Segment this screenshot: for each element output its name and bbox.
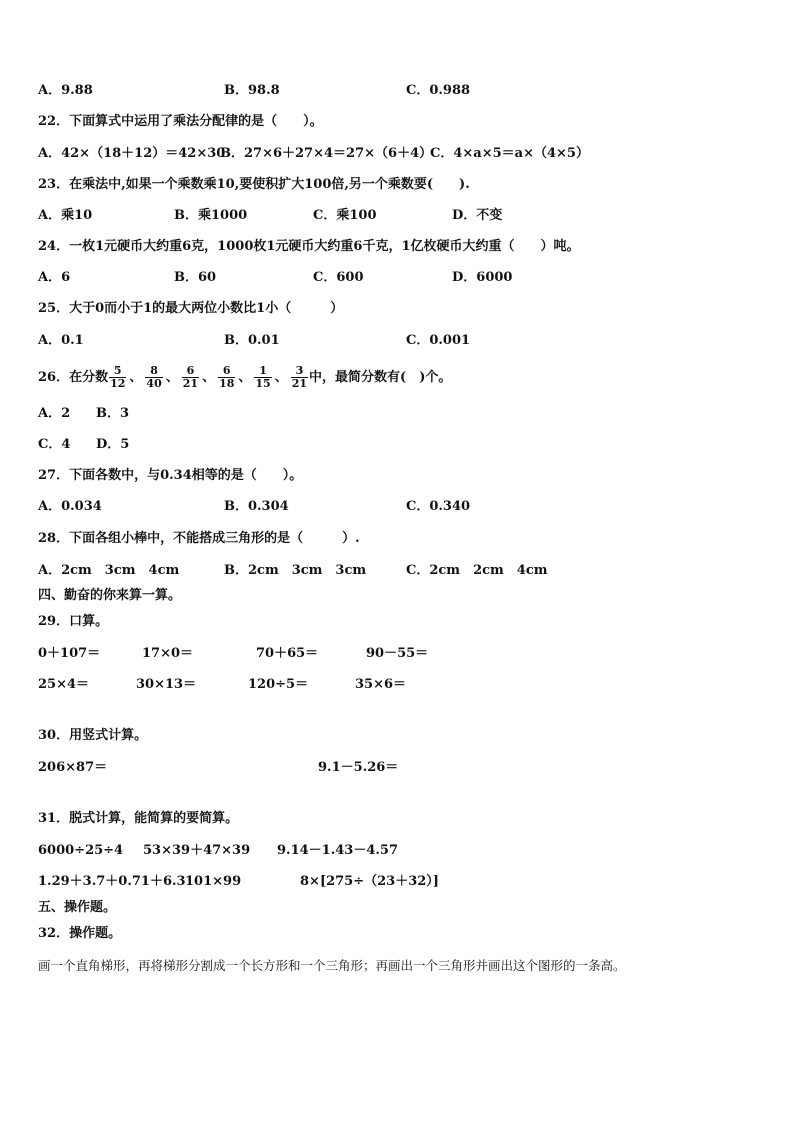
separator: 、 [274,370,288,385]
q29-item: 90－55＝ [366,646,429,661]
q32-text: 画一个直角梯形，再将梯形分割成一个长方形和一个三角形；再画出一个三角形并画出这个图形的一条高。 [38,958,626,973]
q30-stem: 30．用竖式计算。 [38,728,148,743]
q29-item: 70＋65＝ [256,646,319,661]
denominator: 40 [146,377,162,390]
q26-stem [38,362,451,394]
q28-option-b: B．2cm 3cm 3cm [224,563,367,578]
q24-option-c: C．600 [313,270,364,285]
q26-stem-prefix: 26．在分数 [38,370,109,385]
q26-fraction-4 [218,365,235,390]
q22-option-c: C．4×a×5＝a×（4×5） [430,146,589,161]
separator: 、 [129,370,143,385]
q23-option-b: B．乘1000 [174,208,248,223]
q27-stem: 27．下面各数中，与0.34相等的是（ ）。 [38,468,303,483]
numerator: 8 [145,365,162,378]
q26-fraction-5 [254,365,271,390]
q26-fraction-2 [145,365,162,390]
q25-option-a: A．0.1 [38,333,84,348]
denominator: 18 [219,377,235,390]
section-4-title: 四、勤奋的你来算一算。 [38,588,182,603]
numerator: 6 [182,365,199,378]
q25-option-b: B．0.01 [224,333,280,348]
q28-stem: 28．下面各组小棒中，不能搭成三角形的是（ ）. [38,531,360,546]
q30-item: 206×87＝ [38,760,108,775]
numerator: 5 [109,365,126,378]
q23-option-d: D．不变 [452,208,503,223]
q23-option-c: C．乘100 [313,208,377,223]
q31-item: 53×39＋47×39 [143,843,251,858]
denominator: 12 [110,377,126,390]
q28-option-a: A．2cm 3cm 4cm [38,563,180,578]
q26-option-b: B．3 [96,406,130,421]
q26-fraction-3 [182,365,199,390]
q25-stem: 25．大于0而小于1的最大两位小数比1小（ ） [38,301,344,316]
q31-item: 1.29＋3.7＋0.71＋6.3 [38,874,186,889]
q29-item: 30×13＝ [136,677,197,692]
q21-option-c: C．0.988 [406,83,471,98]
q31-stem: 31．脱式计算，能简算的要简算。 [38,811,239,826]
q22-option-a: A．42×（18＋12）＝42×30 [38,146,226,161]
q26-option-d: D．5 [96,437,130,452]
q22-stem: 22．下面算式中运用了乘法分配律的是（ ）。 [38,114,323,129]
q24-option-d: D．6000 [452,270,513,285]
q29-item: 35×6＝ [355,677,407,692]
q31-item: 8×[275÷（23＋32）] [300,874,439,889]
separator: 、 [202,370,216,385]
q32-stem: 32．操作题。 [38,926,122,941]
q21-option-b: B．98.8 [224,83,280,98]
denominator: 21 [291,377,308,390]
q24-option-a: A．6 [38,270,71,285]
q24-stem: 24．一枚1元硬币大约重6克，1000枚1元硬币大约重6千克，1亿枚硬币大约重（ ）吨。 [38,239,580,254]
q23-stem: 23．在乘法中,如果一个乘数乘10,要使积扩大100倍,另一个乘数要( ). [38,177,470,192]
q29-item: 25×4＝ [38,677,90,692]
q23-option-a: A．乘10 [38,208,93,223]
q26-option-c: C．4 [38,437,71,452]
q26-fraction-1 [109,365,126,390]
q31-item: 101×99 [185,874,242,889]
q25-option-c: C．0.001 [406,333,471,348]
q29-item: 0＋107＝ [38,646,101,661]
q26-stem-suffix: 中，最简分数有( )个。 [309,370,452,385]
q28-option-c: C．2cm 2cm 4cm [406,563,548,578]
separator: 、 [165,370,179,385]
q29-item: 120÷5＝ [248,677,309,692]
denominator: 21 [182,377,199,390]
numerator: 6 [218,365,235,378]
denominator: 15 [255,377,271,390]
q29-item: 17×0＝ [142,646,194,661]
separator: 、 [238,370,252,385]
q22-option-b: B．27×6＋27×4＝27×（6＋4） [220,146,433,161]
section-5-title: 五、操作题。 [38,900,117,915]
q27-option-c: C．0.340 [406,499,471,514]
q27-option-b: B．0.304 [224,499,289,514]
q31-item: 9.14－1.43－4.57 [277,843,398,858]
q30-item: 9.1－5.26＝ [318,760,399,775]
q29-stem: 29．口算。 [38,614,109,629]
q26-fraction-6 [291,365,308,390]
numerator: 1 [254,365,271,378]
q27-option-a: A．0.034 [38,499,102,514]
q24-option-b: B．60 [174,270,217,285]
q21-option-a: A．9.88 [38,83,93,98]
q31-item: 6000÷25÷4 [38,843,124,858]
numerator: 3 [291,365,308,378]
q26-option-a: A．2 [38,406,71,421]
